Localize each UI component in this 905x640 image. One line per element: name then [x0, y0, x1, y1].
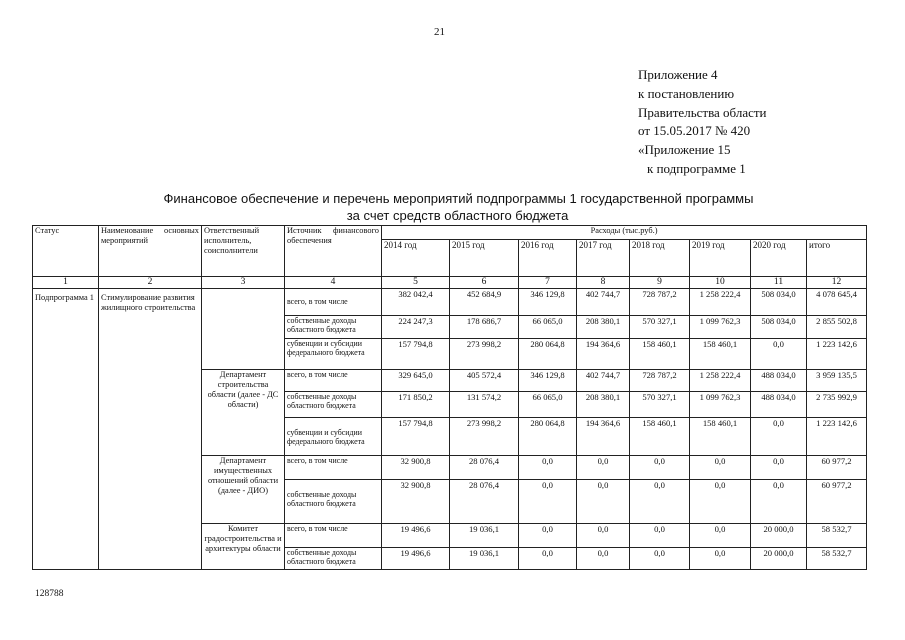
- header-year: 2017 год: [577, 240, 630, 277]
- value-cell: 0,0: [751, 339, 807, 370]
- value-cell: 131 574,2: [450, 392, 519, 418]
- column-number: 6: [450, 277, 519, 289]
- appendix-line: «Приложение 15: [638, 142, 731, 158]
- header-year: 2018 год: [630, 240, 690, 277]
- value-cell: 280 064,8: [519, 339, 577, 370]
- value-cell: 0,0: [630, 548, 690, 570]
- value-cell: 32 900,8: [382, 456, 450, 480]
- column-number: 11: [751, 277, 807, 289]
- header-expenses: Расходы (тыс.руб.): [382, 226, 867, 240]
- value-cell: 19 496,6: [382, 548, 450, 570]
- value-cell: 1 223 142,6: [807, 418, 867, 456]
- column-number: 3: [202, 277, 285, 289]
- value-cell: 224 247,3: [382, 316, 450, 339]
- column-number: 12: [807, 277, 867, 289]
- column-number: 1: [33, 277, 99, 289]
- value-cell: 60 977,2: [807, 456, 867, 480]
- value-cell: 1 099 762,3: [690, 316, 751, 339]
- value-cell: 19 496,6: [382, 524, 450, 548]
- activity-cell: Стимулирование развития жилищного строительства: [99, 289, 202, 570]
- value-cell: 0,0: [577, 456, 630, 480]
- column-number: 4: [285, 277, 382, 289]
- value-cell: 382 042,4: [382, 289, 450, 316]
- value-cell: 452 684,9: [450, 289, 519, 316]
- value-cell: 488 034,0: [751, 370, 807, 392]
- column-number: 10: [690, 277, 751, 289]
- header-year: 2016 год: [519, 240, 577, 277]
- value-cell: 728 787,2: [630, 370, 690, 392]
- value-cell: 280 064,8: [519, 418, 577, 456]
- column-number: 8: [577, 277, 630, 289]
- value-cell: 1 258 222,4: [690, 289, 751, 316]
- source-cell: собственные доходы областного бюджета: [285, 392, 382, 418]
- value-cell: 402 744,7: [577, 289, 630, 316]
- value-cell: 1 258 222,4: [690, 370, 751, 392]
- source-cell: всего, в том числе: [285, 370, 382, 392]
- value-cell: 208 380,1: [577, 392, 630, 418]
- value-cell: 0,0: [690, 456, 751, 480]
- header-year: 2014 год: [382, 240, 450, 277]
- value-cell: 570 327,1: [630, 392, 690, 418]
- source-cell: субвенции и субсидии федерального бюджета: [285, 418, 382, 456]
- value-cell: 157 794,8: [382, 339, 450, 370]
- value-cell: 570 327,1: [630, 316, 690, 339]
- value-cell: 32 900,8: [382, 480, 450, 524]
- value-cell: 2 855 502,8: [807, 316, 867, 339]
- header-executor: Ответственный исполнитель, соисполнители: [202, 226, 285, 277]
- value-cell: 346 129,8: [519, 370, 577, 392]
- value-cell: 508 034,0: [751, 316, 807, 339]
- value-cell: 28 076,4: [450, 456, 519, 480]
- header-status: Статус: [33, 226, 99, 277]
- page-number: 21: [434, 26, 445, 38]
- status-cell: Подпрограмма 1: [33, 289, 99, 570]
- value-cell: 171 850,2: [382, 392, 450, 418]
- column-number: 9: [630, 277, 690, 289]
- executor-cell: Департамент имущественных отношений области (далее - ДИО): [202, 456, 285, 524]
- value-cell: 20 000,0: [751, 548, 807, 570]
- value-cell: 508 034,0: [751, 289, 807, 316]
- header-year: итого: [807, 240, 867, 277]
- value-cell: 3 959 135,5: [807, 370, 867, 392]
- title-line-2: за счет средств областного бюджета: [346, 208, 569, 223]
- value-cell: 0,0: [630, 456, 690, 480]
- header-name: Наименование основных мероприятий: [99, 226, 202, 277]
- document-title: [0, 190, 905, 224]
- value-cell: 0,0: [519, 480, 577, 524]
- value-cell: 66 065,0: [519, 316, 577, 339]
- value-cell: 273 998,2: [450, 418, 519, 456]
- value-cell: 0,0: [751, 418, 807, 456]
- value-cell: 329 645,0: [382, 370, 450, 392]
- value-cell: 158 460,1: [630, 339, 690, 370]
- source-cell: всего, в том числе: [285, 289, 382, 316]
- value-cell: 0,0: [690, 480, 751, 524]
- value-cell: 28 076,4: [450, 480, 519, 524]
- source-cell: собственные доходы областного бюджета: [285, 480, 382, 524]
- value-cell: 60 977,2: [807, 480, 867, 524]
- value-cell: 273 998,2: [450, 339, 519, 370]
- value-cell: 66 065,0: [519, 392, 577, 418]
- value-cell: 0,0: [751, 456, 807, 480]
- document-code: 128788: [35, 589, 64, 599]
- value-cell: 158 460,1: [630, 418, 690, 456]
- column-number: 2: [99, 277, 202, 289]
- appendix-line: Правительства области: [638, 104, 767, 120]
- source-cell: всего, в том числе: [285, 524, 382, 548]
- value-cell: 728 787,2: [630, 289, 690, 316]
- expenses-table: [32, 225, 867, 570]
- value-cell: 0,0: [630, 524, 690, 548]
- header-year: 2019 год: [690, 240, 751, 277]
- title-line-1: Финансовое обеспечение и перечень мероприятий подпрограммы 1 государственной программы: [163, 191, 754, 206]
- appendix-line: от 15.05.2017 № 420: [638, 123, 751, 139]
- value-cell: 157 794,8: [382, 418, 450, 456]
- appendix-line: к постановлению: [638, 85, 735, 101]
- value-cell: 158 460,1: [690, 418, 751, 456]
- appendix-line: к подпрограмме 1: [647, 160, 746, 176]
- column-number: 7: [519, 277, 577, 289]
- source-cell: собственные доходы областного бюджета: [285, 316, 382, 339]
- value-cell: 0,0: [577, 548, 630, 570]
- value-cell: 158 460,1: [690, 339, 751, 370]
- value-cell: 178 686,7: [450, 316, 519, 339]
- header-year: 2015 год: [450, 240, 519, 277]
- value-cell: 0,0: [690, 548, 751, 570]
- value-cell: 0,0: [519, 456, 577, 480]
- value-cell: 0,0: [519, 548, 577, 570]
- header-source: Источник финансового обеспечения: [285, 226, 382, 277]
- executor-cell: Комитет градостроительства и архитектуры области: [202, 524, 285, 570]
- value-cell: 194 364,6: [577, 339, 630, 370]
- value-cell: 1 223 142,6: [807, 339, 867, 370]
- value-cell: 488 034,0: [751, 392, 807, 418]
- value-cell: 0,0: [519, 524, 577, 548]
- value-cell: 402 744,7: [577, 370, 630, 392]
- source-cell: всего, в том числе: [285, 456, 382, 480]
- value-cell: 405 572,4: [450, 370, 519, 392]
- value-cell: 58 532,7: [807, 524, 867, 548]
- value-cell: 0,0: [577, 524, 630, 548]
- value-cell: 346 129,8: [519, 289, 577, 316]
- appendix-block: [638, 66, 767, 179]
- value-cell: 58 532,7: [807, 548, 867, 570]
- value-cell: 0,0: [577, 480, 630, 524]
- value-cell: 19 036,1: [450, 548, 519, 570]
- value-cell: 0,0: [630, 480, 690, 524]
- value-cell: 208 380,1: [577, 316, 630, 339]
- value-cell: 4 078 645,4: [807, 289, 867, 316]
- value-cell: 19 036,1: [450, 524, 519, 548]
- column-number: 5: [382, 277, 450, 289]
- source-cell: субвенции и субсидии федерального бюджета: [285, 339, 382, 370]
- value-cell: 2 735 992,9: [807, 392, 867, 418]
- header-year: 2020 год: [751, 240, 807, 277]
- value-cell: 0,0: [751, 480, 807, 524]
- value-cell: 194 364,6: [577, 418, 630, 456]
- executor-cell: [202, 289, 285, 370]
- executor-cell: Департамент строительства области (далее - ДС области): [202, 370, 285, 456]
- value-cell: 0,0: [690, 524, 751, 548]
- value-cell: 1 099 762,3: [690, 392, 751, 418]
- value-cell: 20 000,0: [751, 524, 807, 548]
- appendix-line: Приложение 4: [638, 67, 718, 82]
- source-cell: собственные доходы областного бюджета: [285, 548, 382, 570]
